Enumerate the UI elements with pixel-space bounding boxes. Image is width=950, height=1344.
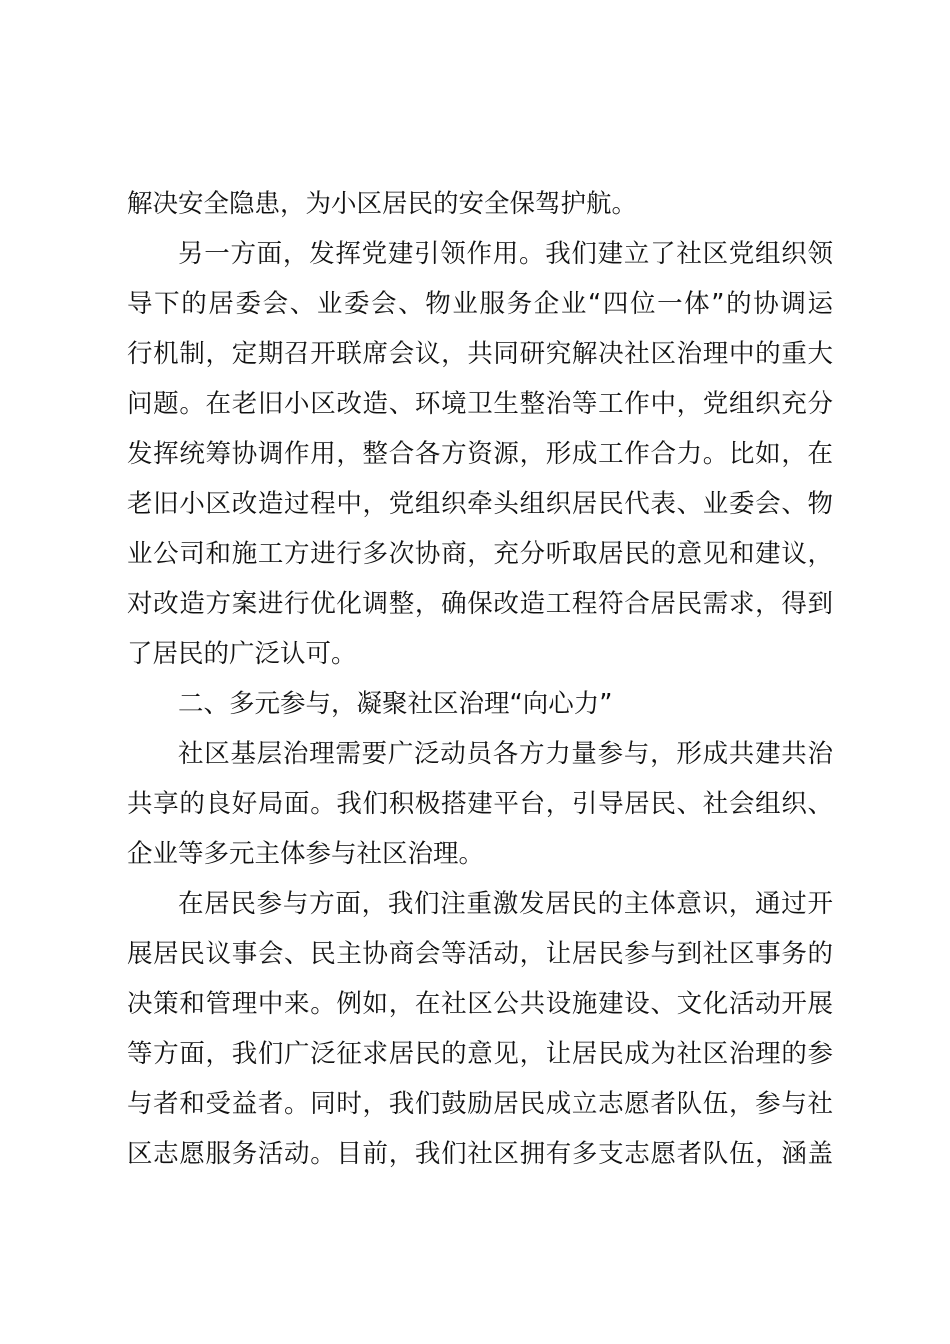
paragraph-line: 行机制，定期召开联席会议，共同研究解决社区治理中的重大 — [127, 339, 833, 369]
paragraph-line: 等方面，我们广泛征求居民的意见，让居民成为社区治理的参 — [127, 1039, 833, 1069]
paragraph-line: 企业等多元主体参与社区治理。 — [127, 839, 485, 869]
paragraph-line: 展居民议事会、民主协商会等活动，让居民参与到社区事务的 — [127, 939, 833, 969]
paragraph-line: 问题。在老旧小区改造、环境卫生整治等工作中，党组织充分 — [127, 389, 833, 419]
paragraph-line: 社区基层治理需要广泛动员各方力量参与，形成共建共治 — [178, 739, 833, 769]
paragraph-line: 决策和管理中来。例如，在社区公共设施建设、文化活动开展 — [127, 989, 833, 1019]
paragraph-line: 在居民参与方面，我们注重激发居民的主体意识，通过开 — [178, 889, 833, 919]
paragraph-line: 共享的良好局面。我们积极搭建平台，引导居民、社会组织、 — [127, 789, 833, 819]
section-heading: 二、多元参与，凝聚社区治理“向心力” — [178, 689, 613, 719]
paragraph-line: 了居民的广泛认可。 — [127, 639, 357, 669]
paragraph-line: 与者和受益者。同时，我们鼓励居民成立志愿者队伍，参与社 — [127, 1089, 833, 1119]
paragraph-line: 发挥统筹协调作用，整合各方资源，形成工作合力。比如，在 — [127, 439, 833, 469]
paragraph-line: 导下的居委会、业委会、物业服务企业“四位一体”的协调运 — [127, 289, 833, 319]
paragraph-line: 解决安全隐患，为小区居民的安全保驾护航。 — [127, 189, 638, 219]
paragraph-line: 老旧小区改造过程中，党组织牵头组织居民代表、业委会、物 — [127, 489, 833, 519]
paragraph-line: 业公司和施工方进行多次协商，充分听取居民的意见和建议， — [127, 539, 833, 569]
paragraph-line: 区志愿服务活动。目前，我们社区拥有多支志愿者队伍，涵盖 — [127, 1139, 833, 1169]
paragraph-line: 对改造方案进行优化调整，确保改造工程符合居民需求，得到 — [127, 589, 833, 619]
paragraph-line: 另一方面，发挥党建引领作用。我们建立了社区党组织领 — [178, 239, 833, 269]
